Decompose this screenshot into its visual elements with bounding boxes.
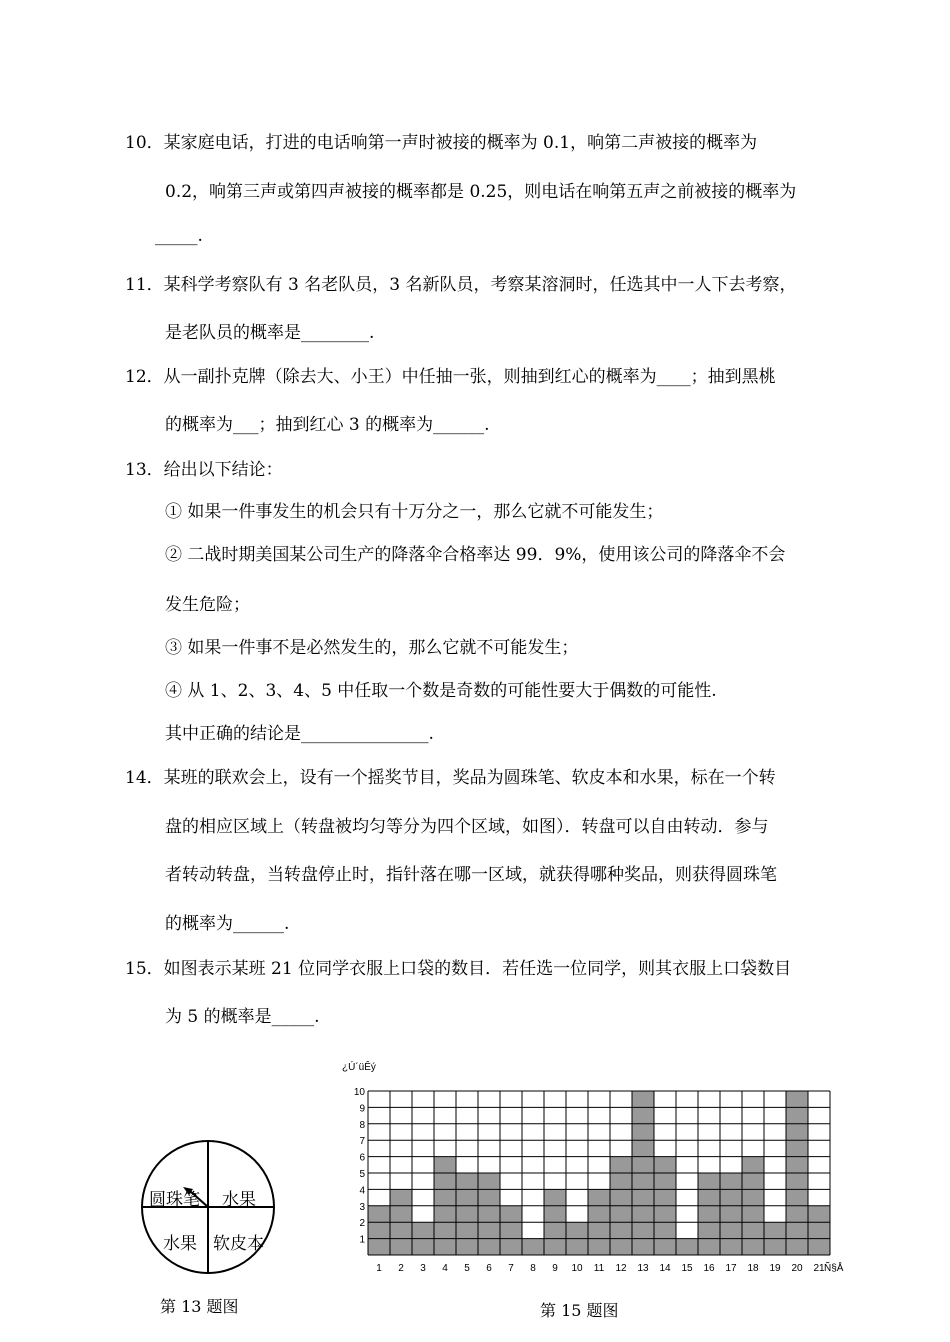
- chart-xtick-label: 13: [637, 1263, 649, 1274]
- q12-line1: 12．从一副扑克牌（除去大、小王）中任抽一张，则抽到红心的概率为____；抽到黑桃: [125, 367, 776, 387]
- q13-line2: ① 如果一件事发生的机会只有十万分之一，那么它就不可能发生；: [165, 502, 664, 522]
- chart-ytick-label: 10: [353, 1087, 365, 1098]
- q14-line2: 盘的相应区域上（转盘被均匀等分为四个区域，如图）．转盘可以自由转动．参与: [165, 817, 769, 837]
- chart-xtick-label: 10: [571, 1263, 583, 1274]
- chart-bar-1: [368, 1206, 390, 1255]
- spinner-label-pen: 圆珠笔: [149, 1190, 200, 1210]
- q13-line7: 其中正确的结论是_______________.: [165, 724, 434, 744]
- chart-ytick-label: 8: [359, 1119, 365, 1131]
- chart-xlabel: Ñ§Å: [824, 1263, 844, 1274]
- q13-line3: ② 二战时期美国某公司生产的降落伞合格率达 99．9%，使用该公司的降落伞不会: [165, 545, 786, 565]
- q10-line3: _____.: [155, 226, 203, 246]
- chart-xtick-label: 8: [530, 1263, 536, 1274]
- spinner-caption: 第 13 题图: [160, 1297, 239, 1316]
- chart-xtick-label: 20: [791, 1263, 803, 1274]
- chart-bar-21: [808, 1206, 830, 1255]
- chart-bar-7: [500, 1206, 522, 1255]
- chart-ytick-label: 6: [359, 1152, 365, 1164]
- chart-caption: 第 15 题图: [540, 1301, 619, 1320]
- chart-xtick-label: 19: [769, 1263, 781, 1274]
- q13-line5: ③ 如果一件事不是必然发生的，那么它就不可能发生；: [165, 638, 579, 658]
- chart-bar-15: [676, 1239, 698, 1255]
- chart-bar-8: [522, 1239, 544, 1255]
- spinner-label-fruit-top: 水果: [222, 1190, 256, 1210]
- q15-line2: 为 5 的概率是_____.: [165, 1007, 320, 1027]
- chart-ytick-label: 9: [359, 1103, 365, 1115]
- chart-xtick-label: 9: [552, 1263, 558, 1274]
- chart-xtick-label: 18: [747, 1263, 759, 1274]
- chart-xtick-label: 6: [486, 1263, 492, 1274]
- q11-line1: 11．某科学考察队有 3 名老队员，3 名新队员，考察某溶洞时，任选其中一人下去考察，: [125, 275, 797, 295]
- chart-xtick-label: 17: [725, 1263, 737, 1274]
- spinner-label-fruit-bottom: 水果: [163, 1234, 197, 1254]
- chart-xtick-label: 11: [593, 1263, 605, 1274]
- chart-xtick-label: 16: [703, 1263, 715, 1274]
- chart-bar-6: [478, 1173, 500, 1255]
- chart-bar-5: [456, 1173, 478, 1255]
- chart-xtick-label: 3: [420, 1263, 426, 1274]
- chart-xtick-label: 14: [659, 1263, 671, 1274]
- chart-bar-17: [720, 1173, 742, 1255]
- chart-bar-16: [698, 1173, 720, 1255]
- q10-line2: 0.2，响第三声或第四声被接的概率都是 0.25，则电话在响第五声之前被接的概率为: [165, 182, 797, 202]
- chart-ytick-label: 3: [359, 1201, 365, 1213]
- pocket-bar-chart: [330, 1058, 870, 1283]
- chart-ytick-label: 5: [359, 1169, 365, 1180]
- q13-line4: 发生危险；: [165, 595, 250, 615]
- chart-xtick-label: 15: [681, 1263, 693, 1274]
- chart-xtick-label: 1: [376, 1263, 382, 1274]
- q13-line1: 13．给出以下结论：: [125, 460, 283, 480]
- chart-ytick-label: 7: [359, 1136, 365, 1148]
- chart-ytick-label: 1: [359, 1234, 365, 1246]
- q13-line6: ④ 从 1、2、3、4、5 中任取一个数是奇数的可能性要大于偶数的可能性.: [165, 681, 717, 701]
- q14-line4: 的概率为______.: [165, 914, 290, 934]
- q12-line2: 的概率为___；抽到红心 3 的概率为______.: [165, 415, 490, 435]
- chart-xtick-label: 21: [813, 1263, 825, 1274]
- chart-ytick-label: 4: [359, 1185, 365, 1197]
- chart-ytick-label: 2: [359, 1218, 365, 1230]
- q10-line1: 10．某家庭电话，打进的电话响第一声时被接的概率为 0.1，响第二声被接的概率为: [125, 133, 758, 153]
- chart-xtick-label: 4: [442, 1263, 448, 1274]
- chart-xtick-label: 12: [615, 1263, 627, 1274]
- spinner-figure: [135, 1135, 285, 1285]
- chart-xtick-label: 7: [508, 1263, 514, 1274]
- q11-line2: 是老队员的概率是________.: [165, 323, 375, 343]
- spinner-label-notebook: 软皮本: [213, 1234, 264, 1254]
- chart-xtick-label: 5: [464, 1263, 470, 1274]
- q14-line3: 者转动转盘，当转盘停止时，指针落在哪一区域，就获得哪种奖品，则获得圆珠笔: [165, 865, 777, 885]
- q14-line1: 14．某班的联欢会上，设有一个摇奖节目，奖品为圆珠笔、软皮本和水果，标在一个转: [125, 768, 776, 788]
- chart-xtick-label: 2: [398, 1263, 404, 1274]
- chart-ylabel: ¿Ú´üÊý: [342, 1062, 376, 1073]
- q15-line1: 15．如图表示某班 21 位同学衣服上口袋的数目．若任选一位同学，则其衣服上口袋数目: [125, 959, 792, 979]
